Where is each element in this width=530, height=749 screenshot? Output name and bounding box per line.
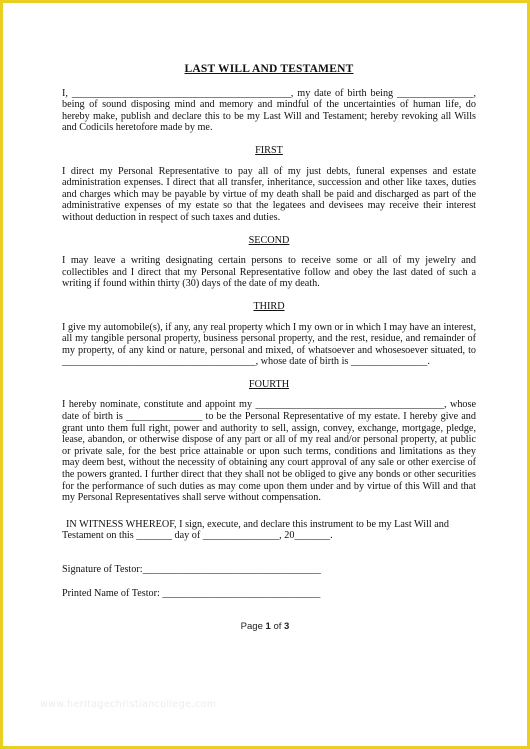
witness-clause: [62, 519, 476, 542]
section-heading-first: FIRST: [255, 144, 283, 156]
witness-line-2: Testament on this _______ day of _______________, 20_______.: [62, 530, 333, 542]
watermark: www.heritagechristiancollege.com: [40, 699, 217, 710]
printed-name-field: Printed Name of Testor: _______________________________: [62, 587, 321, 599]
document-body: [62, 60, 476, 599]
page-number: [0, 621, 530, 632]
page-current: 1: [265, 621, 271, 632]
section-body-second: I may leave a writing designating certain persons to receive some or all of my jewelry and collectibles and I direct that my Personal Representative follow and obey the last dated of such a writing if found within thirty (30) days of the date of my death.: [62, 255, 476, 290]
witness-line-1: IN WITNESS WHEREOF, I sign, execute, and declare this instrument to be my Last Will and: [66, 518, 449, 530]
section-body-first: I direct my Personal Representative to pay all of my just debts, funeral expenses and estate administration expenses. I direct that all transfer, inheritance, succession and other like taxes, duties and charges which may be payable by virtue of my death shall be paid and discharged as part of the administrative expenses of my estate so that the legatees and devisees may receive their interest without deduction in respect of such taxes and duties.: [62, 165, 476, 223]
section-heading-fourth: FOURTH: [248, 378, 290, 390]
page-label: Page: [240, 621, 263, 632]
document-title: LAST WILL AND TESTAMENT: [184, 63, 354, 75]
page-of: of: [273, 621, 282, 632]
signature-field: Signature of Testor:___________________________________: [62, 564, 321, 575]
intro-paragraph: I, ___________________________________________, my date of birth being _______________, being of sound disposing mind and memory and mindful of the uncertainties of human life, do hereby make, publish and declare this to be my Last Will and Testament; hereby revoking all Wills and Codicils heretofore made by me.: [62, 87, 476, 134]
section-body-fourth: I hereby nominate, constitute and appoint my _____________________________________, whose date of birth is _______________ to be the Personal Representative of my estate. I hereby give and grant unto them full right, power and authority to sell, assign, convey, exchange, mortgage, pledge, lease, abandon, or otherwise dispose of any part or all of my real and/or personal property, at public or private sale, for the best price attainable or upon such terms, conditions and limitations as they may deem best, without the necessity of obtaining any court approval of any sale or other exercise of the powers granted. I further direct that they shall not be obliged to give any bonds or other securities for the performance of such duties as may come upon them under and by virtue of this Will and that my Personal Representatives shall serve without compensation.: [62, 399, 476, 504]
section-heading-second: SECOND: [248, 234, 290, 246]
page-total: 3: [284, 621, 290, 632]
section-body-third: I give my automobile(s), if any, any real property which I my own or in which I may have an interest, all my tangible personal property, business personal property, and the rest, residue, and remainder of my property, of any kind or nature, personal and mixed, of whatsoever and whosesoever situated, to ______________________________________, whose date of birth is _______________.: [62, 321, 476, 368]
section-heading-third: THIRD: [253, 300, 285, 312]
